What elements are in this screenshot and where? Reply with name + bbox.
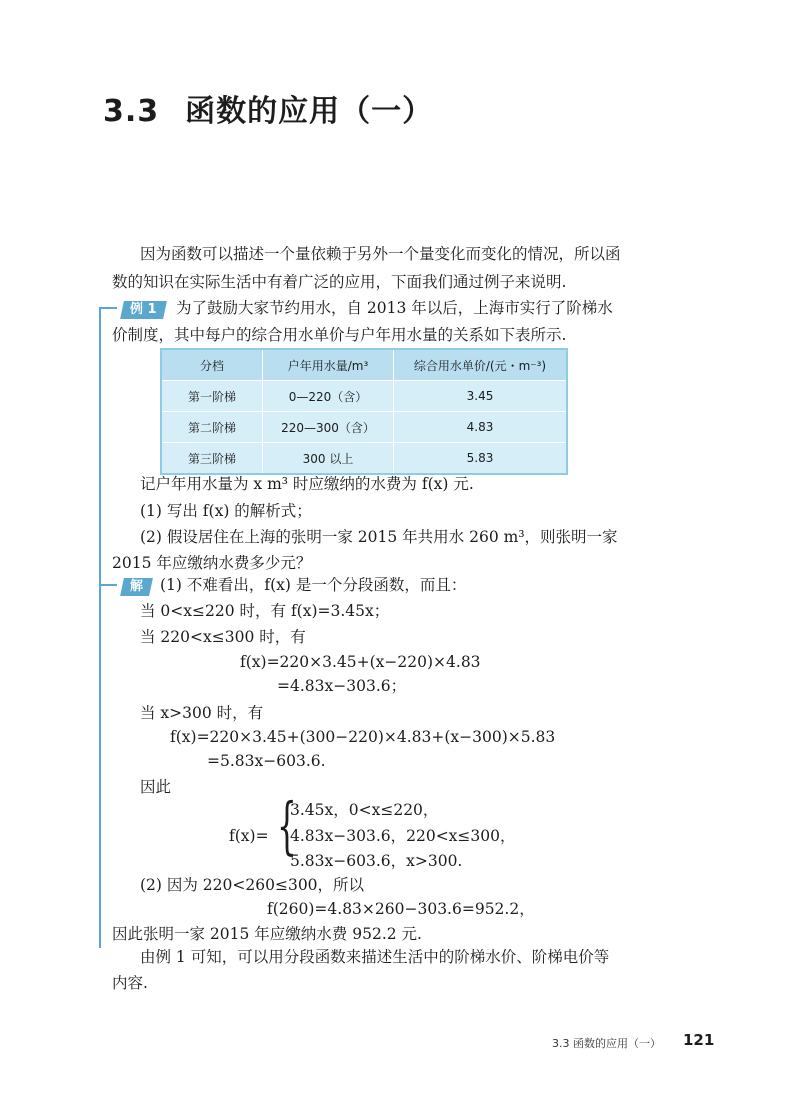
solution-line-4: 当 x>300 时，有	[140, 704, 264, 722]
table-cell: 5.83	[394, 443, 568, 475]
solution-eq-3: f(x)=220×3.45+(300−220)×4.83+(x−300)×5.83	[170, 728, 556, 746]
piecewise-case-1: 3.45x，0<x≤220，	[290, 801, 439, 819]
solution-eq-1: f(x)=220×3.45+(x−220)×4.83	[240, 653, 481, 671]
section-title: 函数的应用（一）	[185, 94, 434, 129]
table-cell: 300 以上	[263, 443, 394, 475]
piecewise-case-2: 4.83x−303.6，220<x≤300，	[290, 827, 516, 845]
page-number: 121	[683, 1031, 715, 1049]
part2-line-1: (2) 因为 220<260≤300，所以	[140, 876, 365, 894]
table-cell: 4.83	[394, 412, 568, 443]
question-2-line-2: 2015 年应缴纳水费多少元？	[112, 554, 312, 572]
example-bracket-bar	[99, 307, 101, 585]
conclusion-line-1: 由例 1 可知，可以用分段函数来描述生活中的阶梯水价、阶梯电价等	[140, 948, 610, 966]
example-bracket-top	[99, 307, 117, 309]
table-cell: 第一阶梯	[161, 381, 263, 412]
page-title	[103, 86, 433, 130]
solution-eq-4: =5.83x−603.6.	[207, 752, 326, 770]
table-cell: 第三阶梯	[161, 443, 263, 475]
footer-section: 3.3 函数的应用（一）	[552, 1037, 661, 1050]
conclusion-line-2: 内容.	[112, 974, 148, 992]
water-price-table	[160, 348, 568, 475]
example-tag: 例 1	[122, 298, 165, 319]
intro-line-1: 因为函数可以描述一个量依赖于另外一个量变化而变化的情况，所以函	[140, 245, 621, 263]
intro-line-2: 数的知识在实际生活中有着广泛的应用，下面我们通过例子来说明.	[112, 273, 567, 291]
table-cell: 0—220（含）	[263, 381, 394, 412]
solution-tag: 解	[122, 575, 151, 596]
example-line-1: 为了鼓励大家节约用水，自 2013 年以后，上海市实行了阶梯水	[176, 299, 613, 317]
solution-bracket-top	[99, 584, 117, 586]
table-header-cell: 户年用水量/m³	[263, 349, 394, 381]
table-row	[161, 381, 567, 412]
piecewise-lhs: f(x)=	[229, 827, 269, 845]
solution-bracket-bar	[99, 584, 101, 948]
solution-line-5: 因此	[140, 778, 172, 796]
part2-answer: 因此张明一家 2015 年应缴纳水费 952.2 元.	[112, 925, 422, 943]
table-row	[161, 412, 567, 443]
table-cell: 3.45	[394, 381, 568, 412]
example-line-2: 价制度，其中每户的综合用水单价与户年用水量的关系如下表所示.	[112, 326, 567, 344]
part2-eq: f(260)=4.83×260−303.6=952.2，	[267, 900, 535, 918]
table-row	[161, 443, 567, 475]
piecewise-brace: {	[277, 789, 297, 862]
table-header-row	[161, 349, 567, 381]
example-definition: 记户年用水量为 x m³ 时应缴纳的水费为 f(x) 元.	[140, 475, 474, 493]
table-cell: 220—300（含）	[263, 412, 394, 443]
solution-line-2: 当 0<x≤220 时，有 f(x)=3.45x；	[140, 602, 390, 620]
table-header-cell: 综合用水单价/(元・m⁻³)	[394, 349, 568, 381]
question-1: (1) 写出 f(x) 的解析式；	[140, 502, 312, 520]
solution-eq-2: =4.83x−303.6；	[277, 677, 407, 695]
solution-line-1: (1) 不难看出，f(x) 是一个分段函数，而且：	[160, 576, 467, 594]
section-number: 3.3	[103, 94, 160, 129]
table-cell: 第二阶梯	[161, 412, 263, 443]
piecewise-case-3: 5.83x−603.6，x>300.	[290, 852, 463, 870]
question-2-line-1: (2) 假设居住在上海的张明一家 2015 年共用水 260 m³，则张明一家	[140, 528, 618, 546]
table-header-cell: 分档	[161, 349, 263, 381]
solution-line-3: 当 220<x≤300 时，有	[140, 628, 306, 646]
